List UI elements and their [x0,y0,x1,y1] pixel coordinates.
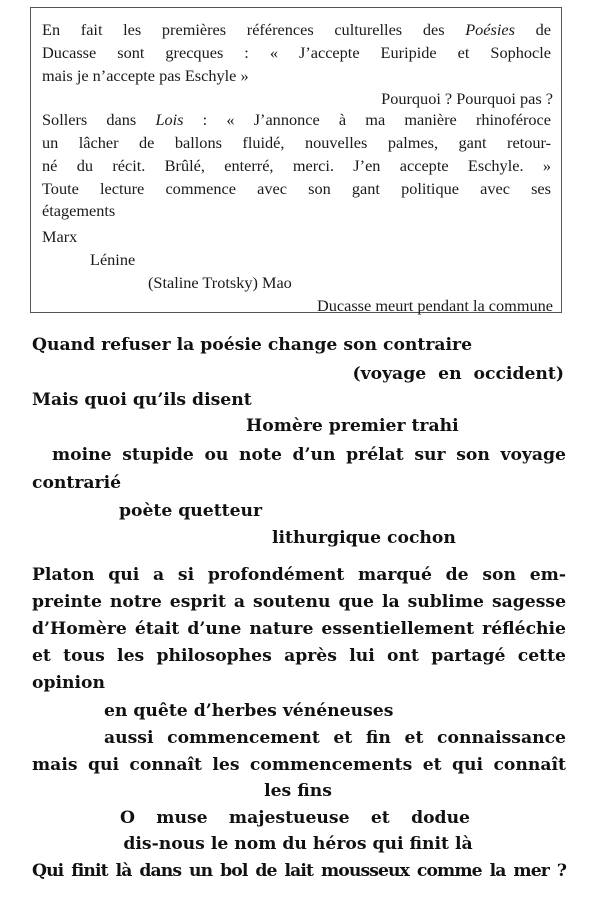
poem-line: O muse majestueuse et dodue [120,808,470,828]
poem-line: Mais quoi qu’ils disent [32,390,252,410]
poem-line: d’Homère était d’une nature essentiellement réfléchie [32,619,566,639]
poem-line: en quête d’herbes vénéneuses [104,701,394,721]
poem-line: moine stupide ou note d’un prélat sur son voyage [52,445,566,465]
poesies-title: Poésies [465,20,515,39]
box-line: Pourquoi ? Pourquoi pas ? [381,89,553,108]
box-line: un lâcher de ballons fluidé, nouvelles palmes, gant retour- [42,133,551,152]
box-line [42,22,551,38]
poem-line: et tous les philosophes après lui ont partagé cette [32,646,566,666]
box-text: Sollers dans [42,110,156,129]
box-line: né du récit. Brûlé, enterré, merci. J’en accepte Eschyle. » [42,156,551,175]
poem-line: opinion [32,673,105,693]
poem-line: lithurgique cochon [272,528,456,548]
box-line: Ducasse meurt pendant la commune [317,296,553,315]
poem-line: contrarié [32,473,122,493]
poem-line: Qui finit là dans un bol de lait mousseux comme la mer ? [32,861,566,881]
poem-line: les fins [264,781,332,801]
box-text: de [514,20,552,39]
box-line [42,112,551,128]
box-line: étagements [42,201,116,220]
poem-line: (voyage en occident) [352,364,564,384]
poem-line: aussi commencement et fin et connaissance [104,728,566,748]
poem-line: poète quetteur [119,501,263,521]
box-line: Ducasse sont grecques : « J’accepte Euripide et Sophocle [42,43,551,62]
box-text: : « J’annonce à ma manière rhinoféroce [183,110,551,129]
poem-line: Homère premier trahi [246,416,459,436]
box-text: En fait les premières références culturelles des [42,20,466,39]
poem-line: Platon qui a si profondément marqué de son em- [32,565,566,585]
box-line: Marx [42,227,78,246]
poem-line: Quand refuser la poésie change son contraire [32,335,473,355]
poem-line: dis-nous le nom du héros qui finit là [123,834,473,854]
lois-title: Lois [155,110,184,129]
box-line: (Staline Trotsky) Mao [148,273,292,292]
poem-line: preinte notre esprit a soutenu que la sublime sagesse [32,592,566,612]
box-line: Lénine [90,250,136,269]
poem-line: mais qui connaît les commencements et qui connaît [32,755,566,775]
box-line: Toute lecture commence avec son gant politique avec ses [42,179,551,198]
box-line: mais je n’accepte pas Eschyle » [42,66,249,85]
